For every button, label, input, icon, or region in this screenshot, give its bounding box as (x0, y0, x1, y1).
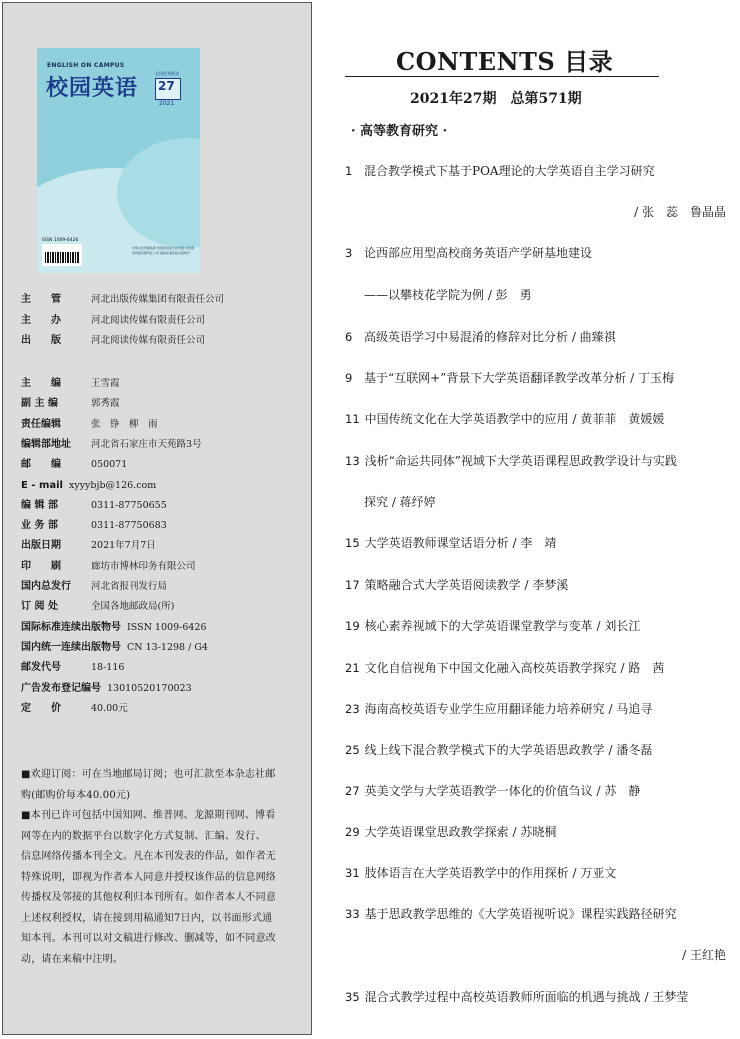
toc-entry (345, 452, 677, 469)
info-label: 印 刷 (21, 560, 61, 572)
toc-title: 探究 / 蒋纾婷 (364, 495, 436, 509)
toc-title: 肢体语言在大学英语教学中的作用探析 / 万亚文 (364, 866, 617, 880)
info-row (21, 539, 156, 553)
cover-issue-number: 27 (158, 79, 175, 93)
info-value: 0311-87750655 (91, 499, 167, 511)
info-label: 邮发代号 (21, 662, 61, 674)
toc-title: 基于“互联网+”背景下大学英语翻译教学改革分析 / 丁玉梅 (364, 371, 674, 385)
info-value: 40.00元 (91, 702, 128, 714)
info-value: 13010520170023 (107, 682, 192, 694)
info-value: 050071 (91, 459, 128, 471)
info-row (21, 458, 127, 472)
info-row (21, 438, 202, 452)
toc-title: / 王红艳 (682, 948, 726, 962)
magazine-cover-image (37, 48, 200, 273)
toc-title: 大学英语课堂思政教学探索 / 苏晓桐 (364, 825, 557, 839)
toc-page-number: 15 (345, 536, 360, 550)
info-label: 国内统一连续出版物号 (21, 641, 121, 653)
toc-page-number: 19 (345, 619, 360, 633)
copyright-notice (21, 765, 315, 970)
info-value: 0311-87750683 (91, 520, 167, 532)
info-label: 业 务 部 (21, 520, 58, 532)
info-label: 订 阅 处 (21, 601, 58, 613)
contents-title: CONTENTS 目录 (396, 47, 614, 76)
info-row (21, 377, 120, 391)
notice-line: 购(邮购价每本40.00元) (21, 789, 131, 801)
toc-page-number: 11 (345, 412, 360, 426)
toc-title: 中国传统文化在大学英语教学中的应用 / 黄菲菲 黄媛媛 (364, 412, 665, 426)
info-row (21, 580, 167, 594)
toc-page-number: 1 (345, 164, 353, 178)
toc-title: 混合教学模式下基于POA理论的大学英语自主学习研究 (364, 164, 655, 178)
info-label: 定 价 (21, 702, 61, 714)
toc-page-number: 23 (345, 702, 360, 716)
toc-entry (345, 369, 674, 386)
info-value: 张 铮 柳 雨 (91, 418, 158, 430)
toc-title: 策略融合式大学英语阅读教学 / 李梦溪 (364, 578, 569, 592)
info-label: 副 主 编 (21, 398, 58, 410)
toc-page-number: 31 (345, 866, 360, 880)
info-value: CN 13-1298 / G4 (127, 641, 208, 653)
info-row (21, 560, 196, 574)
toc-title: 大学英语教师课堂话语分析 / 李 靖 (364, 536, 557, 550)
info-label: 责任编辑 (21, 418, 61, 430)
toc-entry (345, 905, 677, 922)
toc-entry (345, 988, 688, 1005)
info-value: 河北出版传媒集团有限责任公司 (91, 294, 225, 305)
info-value: 廊坊市博林印务有限公司 (91, 560, 196, 572)
toc-entry (682, 946, 726, 963)
toc-page-number: 27 (345, 784, 360, 798)
info-label: 编辑部地址 (21, 438, 71, 450)
info-row (21, 293, 224, 307)
toc-title: 线上线下混合教学模式下的大学英语思政教学 / 潘冬磊 (364, 743, 653, 757)
info-row (21, 661, 124, 675)
toc-entry (345, 700, 652, 717)
info-label: 编 辑 部 (21, 499, 58, 511)
info-row (21, 479, 156, 493)
notice-line: 传播权及邻接的其他权利归本刊所有。如作者本人不同意 (21, 892, 276, 903)
title-divider (345, 76, 659, 77)
toc-title: 核心素养视域下的大学英语课堂教学与变革 / 刘长江 (364, 619, 641, 633)
info-row (21, 702, 128, 716)
info-value: 王雪霞 (91, 378, 120, 389)
toc-entry (364, 286, 532, 303)
toc-title: 海南高校英语专业学生应用翻译能力培养研究 / 马追寻 (364, 702, 653, 716)
notice-line: 网等在内的数据平台以数字化方式复制、汇编、发行、 (21, 830, 266, 842)
info-row (21, 621, 207, 635)
info-label: 国际标准连续出版物号 (21, 621, 121, 633)
toc-entry (345, 741, 652, 758)
toc-title: / 张 蕊 鲁晶晶 (634, 205, 726, 219)
toc-page-number: 6 (345, 330, 353, 344)
cover-publisher-info: 中国文化传媒集团 校园英语杂志社出版 河北阅读传媒有限责任公司 国际标准连续出版物号 (132, 246, 194, 255)
toc-title: 浅析“命运共同体”视域下大学英语课程思政教学设计与实践 (364, 454, 677, 468)
info-row (21, 418, 158, 432)
toc-title: 英美文学与大学英语教学一体化的价值刍议 / 苏 静 (364, 784, 641, 798)
notice-line: 特殊说明，即视为作者本人同意并授权该作品的信息网络 (21, 871, 276, 883)
info-row (21, 397, 120, 411)
notice-line: ■欢迎订阅：可在当地邮局订阅；也可汇款至本杂志社邮 (21, 769, 276, 780)
toc-title: 文化自信视角下中国文化融入高校英语教学探究 / 路 茜 (364, 661, 665, 675)
info-row (21, 641, 208, 655)
info-label: 主 办 (21, 314, 61, 326)
info-row (21, 499, 167, 513)
masthead-panel (2, 2, 312, 1035)
info-label: 出 版 (21, 335, 61, 346)
toc-title: 混合式教学过程中高校英语教师所面临的机遇与挑战 / 王梦莹 (364, 990, 689, 1004)
info-label: 出版日期 (21, 540, 61, 552)
info-label: 国内总发行 (21, 581, 71, 592)
info-row (21, 600, 174, 614)
toc-entry (634, 203, 726, 220)
toc-entry (345, 162, 655, 179)
toc-page-number: 13 (345, 454, 360, 468)
toc-page-number: 3 (345, 246, 353, 260)
section-heading: · 高等教育研究 · (351, 124, 448, 139)
cover-issue-box (155, 78, 181, 100)
info-label: E - mail (21, 479, 63, 491)
cover-english-title: ENGLISH ON CAMPUS (47, 62, 125, 69)
info-row (21, 334, 205, 348)
info-label: 广告发布登记编号 (21, 682, 101, 694)
cover-chinese-title: 校园英语 (46, 76, 139, 101)
toc-entry (345, 823, 556, 840)
cover-issue-year: 2021 (159, 100, 175, 107)
info-label: 主 编 (21, 378, 61, 389)
notice-line: 上述权利授权，请在接到用稿通知7日内，以书面形式通 (21, 912, 273, 924)
notice-line: 知本刊。本刊可以对文稿进行修改、删减等，如不同意改 (21, 933, 276, 944)
issue-info: 2021年27期 总第571期 (410, 91, 582, 107)
info-label: 邮 编 (21, 459, 61, 471)
toc-entry (345, 534, 556, 551)
barcode-icon (42, 244, 82, 266)
toc-page-number: 33 (345, 907, 360, 921)
info-value: 2021年7月7日 (91, 540, 156, 552)
info-value: 河北阅读传媒有限责任公司 (91, 314, 206, 326)
notice-line: 信息网络传播本刊全文。凡在本刊发表的作品，如作者无 (21, 851, 276, 862)
info-value: 河北省报刊发行局 (91, 581, 168, 592)
info-label: 主 管 (21, 294, 61, 305)
info-value: 全国各地邮政局(所) (91, 601, 175, 613)
cover-issn: ISSN 1009-6426 (42, 238, 79, 243)
toc-page-number: 29 (345, 825, 360, 839)
info-row (21, 682, 192, 696)
toc-entry (345, 659, 664, 676)
info-value: 河北阅读传媒有限责任公司 (91, 335, 206, 346)
toc-page-number: 9 (345, 371, 353, 385)
toc-title: 基于思政教学思维的《大学英语视听说》课程实践路径研究 (364, 907, 677, 921)
toc-entry (345, 576, 568, 593)
toc-entry (345, 782, 640, 799)
info-value: 18-116 (91, 662, 125, 674)
info-row (21, 519, 167, 533)
toc-page-number: 17 (345, 578, 360, 592)
info-value: 河北省石家庄市天苑路3号 (91, 438, 202, 450)
toc-page-number: 25 (345, 743, 360, 757)
toc-title: 论西部应用型高校商务英语产学研基地建设 (364, 246, 593, 260)
cover-tag: 全国优秀期刊 (155, 71, 179, 76)
toc-entry (345, 410, 664, 427)
toc-page-number: 21 (345, 661, 360, 675)
info-value: xyyybjb@126.com (68, 479, 157, 491)
notice-line: ■本刊已许可包括中国知网、维普网、龙源期刊网、博看 (21, 810, 276, 821)
notice-line: 动，请在来稿中注明。 (21, 953, 123, 965)
toc-entry (345, 617, 640, 634)
toc-title: ——以攀枝花学院为例 / 彭 勇 (364, 288, 532, 302)
info-value: 郭秀霞 (91, 398, 120, 410)
toc-entry (345, 864, 616, 881)
toc-page-number: 35 (345, 990, 360, 1004)
toc-entry (364, 493, 436, 510)
info-value: ISSN 1009-6426 (127, 621, 207, 633)
toc-entry (345, 244, 592, 261)
toc-entry (345, 328, 616, 345)
info-row (21, 314, 205, 328)
toc-title: 高级英语学习中易混淆的修辞对比分析 / 曲臻祺 (364, 330, 616, 344)
